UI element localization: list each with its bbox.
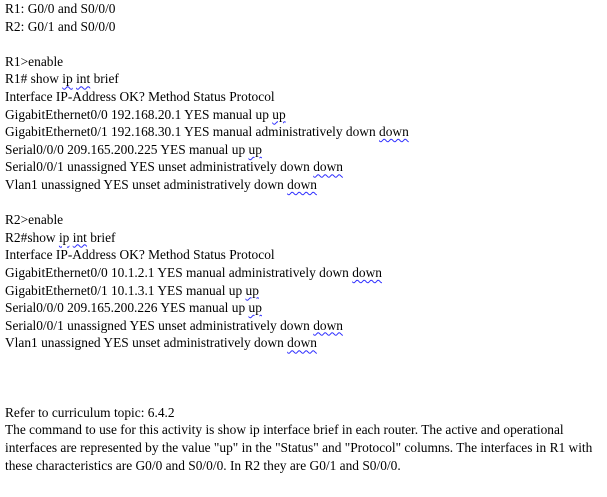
r2-command-prefix: R2#show xyxy=(5,229,59,245)
r2-row xyxy=(5,299,603,317)
r1-command-int: int xyxy=(76,71,91,87)
document xyxy=(5,0,603,474)
r2-row xyxy=(5,317,603,335)
r2-enable-line: R2>enable xyxy=(5,212,64,228)
r1-row-text: Serial0/0/0 209.165.200.225 YES manual up xyxy=(5,141,249,157)
r2-row-protocol: down xyxy=(352,264,382,280)
spacer xyxy=(5,352,603,404)
r1-row-protocol: down xyxy=(313,159,343,175)
answer-r2: R2: G0/1 and S0/0/0 xyxy=(5,18,116,34)
r1-row-protocol: down xyxy=(287,176,317,192)
r1-row xyxy=(5,106,603,124)
r2-command-int: int xyxy=(72,229,87,245)
r2-row-text: GigabitEthernet0/1 10.1.3.1 YES manual up xyxy=(5,282,246,298)
r1-command-suffix: brief xyxy=(90,71,119,87)
spacer xyxy=(5,194,603,212)
r2-row-text: Serial0/0/0 209.165.200.226 YES manual up xyxy=(5,300,249,316)
r1-command-prefix: R1# show xyxy=(5,71,63,87)
r2-row-protocol: down xyxy=(313,317,343,333)
r1-row xyxy=(5,141,603,159)
r2-row xyxy=(5,264,603,282)
r2-row-protocol: up xyxy=(248,300,262,316)
r1-row-text: GigabitEthernet0/0 192.168.20.1 YES manual up xyxy=(5,106,273,122)
r2-row xyxy=(5,282,603,300)
curriculum-topic: Refer to curriculum topic: 6.4.2 xyxy=(5,404,175,420)
r2-command-ip: ip xyxy=(58,229,70,245)
r2-command-line xyxy=(5,229,603,247)
r1-row xyxy=(5,123,603,141)
spacer xyxy=(5,35,603,53)
r2-row-text: Vlan1 unassigned YES unset administratively down xyxy=(5,335,288,351)
r1-row-protocol: up xyxy=(248,141,262,157)
r2-row-text: GigabitEthernet0/0 10.1.2.1 YES manual administratively down xyxy=(5,264,353,280)
r1-row xyxy=(5,158,603,176)
r1-row xyxy=(5,176,603,194)
r2-row-protocol: up xyxy=(245,282,259,298)
r2-row xyxy=(5,334,603,352)
answer-r1: R1: G0/0 and S0/0/0 xyxy=(5,1,116,16)
r1-row-text: Vlan1 unassigned YES unset administratively down xyxy=(5,176,288,192)
r2-table-header: Interface IP-Address OK? Method Status Protocol xyxy=(5,247,275,263)
r2-row-text: Serial0/0/1 unassigned YES unset administratively down xyxy=(5,317,314,333)
r2-command-suffix: brief xyxy=(86,229,116,245)
r1-row-text: Serial0/0/1 unassigned YES unset administratively down xyxy=(5,159,314,175)
r1-row-protocol: down xyxy=(379,124,409,140)
r1-command-ip: ip xyxy=(62,71,73,87)
r1-row-text: GigabitEthernet0/1 192.168.30.1 YES manual administratively down xyxy=(5,124,380,140)
r2-row-protocol: down xyxy=(287,335,317,351)
r1-enable-line: R1>enable xyxy=(5,53,64,69)
r1-row-protocol: up xyxy=(272,106,286,122)
explanation-text: The command to use for this activity is show ip interface brief in each router. The active and operational interfaces are represented by the value "up" in the "Status" and "Protocol" columns. The interfaces in R1 with these characteristics are G0/0 and S0/0/0. In R2 they are G0/1 and S0/0/0. xyxy=(5,422,593,473)
r1-command-line xyxy=(5,70,603,88)
r1-table-header: Interface IP-Address OK? Method Status Protocol xyxy=(5,88,275,104)
